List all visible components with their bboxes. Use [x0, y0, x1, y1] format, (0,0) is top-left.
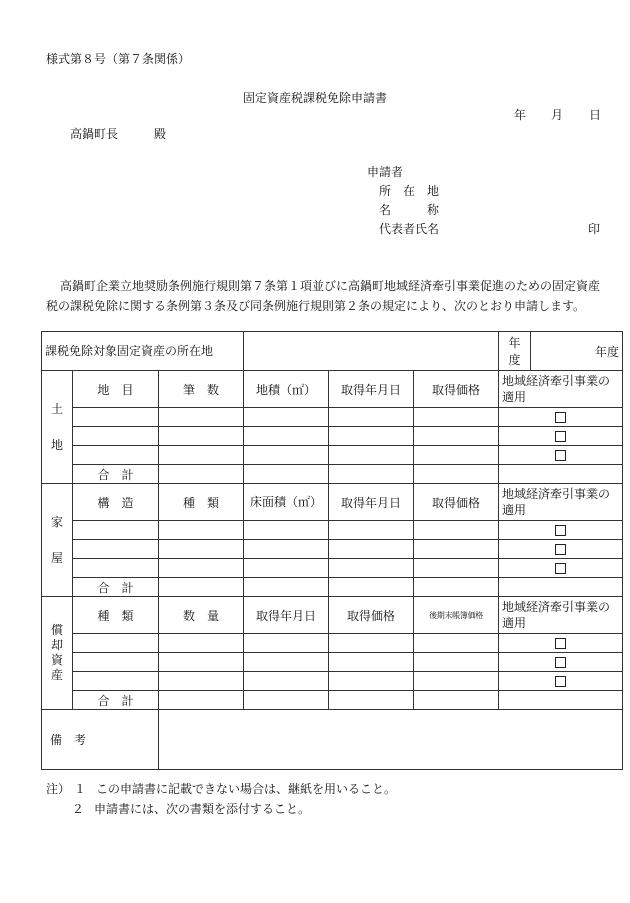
cell[interactable]	[329, 465, 414, 484]
regional-checkbox[interactable]	[499, 408, 623, 427]
cell[interactable]	[329, 634, 414, 653]
cell[interactable]	[73, 634, 159, 653]
regional-checkbox[interactable]	[499, 672, 623, 691]
cell[interactable]	[414, 427, 499, 446]
house-col-regional: 地域経済牽引事業の適用	[499, 484, 623, 521]
regional-checkbox[interactable]	[499, 653, 623, 672]
cell[interactable]	[244, 578, 329, 597]
cell[interactable]	[159, 672, 244, 691]
cell[interactable]	[159, 578, 244, 597]
note-number: ２	[72, 802, 85, 816]
cell[interactable]	[414, 691, 499, 710]
note-number: １	[74, 782, 87, 796]
dep-col-book-value: 後期末帳簿価格	[414, 597, 499, 634]
cell[interactable]	[244, 559, 329, 578]
dep-col-regional: 地域経済牽引事業の適用	[499, 597, 623, 634]
land-row	[42, 408, 623, 427]
notes-prefix: 注）	[46, 782, 71, 796]
land-col-category: 地 目	[73, 371, 159, 408]
application-statement: 高鍋町企業立地奨励条例施行規則第７条第１項並びに高鍋町地域経済牽引事業促進のための固定資産税の課税免除に関する条例第３条及び同条例施行規則第２条の規定により、次のとおり申請します。	[46, 279, 601, 313]
land-total-label: 合 計	[73, 465, 159, 484]
regional-checkbox[interactable]	[499, 427, 623, 446]
land-header-row	[42, 371, 623, 408]
cell[interactable]	[244, 691, 329, 710]
house-col-type: 種 類	[159, 484, 244, 521]
house-total-row	[42, 578, 623, 597]
note-1	[46, 780, 396, 797]
house-row	[42, 540, 623, 559]
land-col-area: 地積（㎡）	[244, 371, 329, 408]
cell[interactable]	[159, 691, 244, 710]
checkbox-icon[interactable]	[555, 676, 566, 687]
remarks-row	[42, 710, 623, 770]
land-col-acq-date: 取得年月日	[329, 371, 414, 408]
land-row	[42, 427, 623, 446]
land-col-parcels: 筆 数	[159, 371, 244, 408]
cell[interactable]	[244, 634, 329, 653]
cell[interactable]	[329, 540, 414, 559]
cell[interactable]	[244, 653, 329, 672]
date-year-label: 年	[514, 108, 527, 122]
checkbox-icon[interactable]	[555, 450, 566, 461]
land-row	[42, 446, 623, 465]
cell[interactable]	[244, 672, 329, 691]
cell[interactable]	[414, 446, 499, 465]
cell[interactable]	[414, 578, 499, 597]
cell[interactable]	[159, 540, 244, 559]
location-label: 課税免除対象固定資産の所在地	[42, 332, 244, 371]
land-total-row	[42, 465, 623, 484]
cell[interactable]	[73, 540, 159, 559]
cell[interactable]	[159, 653, 244, 672]
seal-mark: 印	[588, 222, 601, 236]
remarks-input[interactable]	[159, 710, 623, 770]
regional-checkbox[interactable]	[499, 540, 623, 559]
regional-checkbox[interactable]	[499, 559, 623, 578]
cell[interactable]	[329, 521, 414, 540]
house-col-structure: 構 造	[73, 484, 159, 521]
checkbox-icon[interactable]	[555, 638, 566, 649]
cell[interactable]	[414, 653, 499, 672]
cell[interactable]	[244, 521, 329, 540]
cell[interactable]	[329, 408, 414, 427]
checkbox-icon[interactable]	[555, 525, 566, 536]
cell[interactable]	[244, 408, 329, 427]
date-month-label: 月	[551, 108, 564, 122]
dep-row	[42, 634, 623, 653]
applicant-heading: 申請者	[367, 165, 404, 179]
cell[interactable]	[73, 446, 159, 465]
fiscal-year-input[interactable]: 年度	[531, 332, 623, 371]
date-day-label: 日	[589, 108, 602, 122]
depreciable-section-label: 償 却 資 産	[42, 597, 73, 710]
cell[interactable]	[159, 465, 244, 484]
cell[interactable]	[414, 559, 499, 578]
form-number: 様式第８号（第７条関係）	[46, 52, 191, 66]
dep-col-type: 種 類	[73, 597, 159, 634]
regional-checkbox[interactable]	[499, 446, 623, 465]
remarks-label: 備 考	[42, 710, 159, 770]
cell[interactable]	[159, 408, 244, 427]
house-section-label: 家 屋	[42, 484, 73, 597]
checkbox-icon[interactable]	[555, 544, 566, 555]
cell[interactable]	[244, 465, 329, 484]
dep-col-acq-price: 取得価格	[329, 597, 414, 634]
dep-row	[42, 672, 623, 691]
dep-total-label: 合 計	[73, 691, 159, 710]
house-col-acq-date: 取得年月日	[329, 484, 414, 521]
cell[interactable]	[73, 672, 159, 691]
addressee	[70, 125, 166, 142]
form-title: 固定資産税課税免除申請書	[242, 91, 387, 105]
cell[interactable]	[414, 634, 499, 653]
cell[interactable]	[159, 559, 244, 578]
cell[interactable]	[414, 672, 499, 691]
cell[interactable]	[73, 408, 159, 427]
cell[interactable]	[414, 540, 499, 559]
cell[interactable]	[159, 446, 244, 465]
house-col-floor-area: 床面積（㎡）	[244, 484, 329, 521]
cell[interactable]	[414, 465, 499, 484]
cell[interactable]	[329, 653, 414, 672]
cell[interactable]	[73, 653, 159, 672]
dep-col-quantity: 数 量	[159, 597, 244, 634]
fiscal-year-label: 年 度	[499, 332, 531, 371]
cell[interactable]	[73, 521, 159, 540]
cell[interactable]	[329, 446, 414, 465]
regional-checkbox[interactable]	[499, 521, 623, 540]
note-text: 申請書には、次の書類を添付すること。	[94, 802, 311, 816]
cell[interactable]	[414, 408, 499, 427]
applicant-location-label: 所 在 地	[379, 184, 440, 198]
house-row	[42, 521, 623, 540]
dep-total-row	[42, 691, 623, 710]
cell[interactable]	[329, 559, 414, 578]
cell[interactable]	[244, 540, 329, 559]
dep-col-acq-date: 取得年月日	[244, 597, 329, 634]
asset-table	[41, 331, 623, 770]
land-section-label: 土 地	[42, 371, 73, 484]
note-2	[72, 800, 310, 817]
cell[interactable]	[159, 634, 244, 653]
note-text: この申請書に記載できない場合は、継紙を用いること。	[96, 782, 397, 796]
cell[interactable]	[73, 427, 159, 446]
cell[interactable]	[244, 427, 329, 446]
checkbox-icon[interactable]	[555, 412, 566, 423]
depreciable-header-row	[42, 597, 623, 634]
cell[interactable]	[244, 446, 329, 465]
applicant-name-label: 名 称	[379, 203, 440, 217]
land-col-acq-price: 取得価格	[414, 371, 499, 408]
cell[interactable]	[329, 427, 414, 446]
house-header-row	[42, 484, 623, 521]
applicant-representative-label: 代表者氏名	[379, 222, 440, 236]
cell[interactable]	[159, 521, 244, 540]
cell[interactable]	[329, 672, 414, 691]
checkbox-icon[interactable]	[555, 563, 566, 574]
regional-checkbox[interactable]	[499, 634, 623, 653]
cell[interactable]	[499, 465, 623, 484]
dep-row	[42, 653, 623, 672]
cell[interactable]	[73, 559, 159, 578]
house-col-acq-price: 取得価格	[414, 484, 499, 521]
cell[interactable]	[159, 427, 244, 446]
location-input[interactable]	[244, 332, 499, 371]
addressee-suffix: 殿	[154, 127, 167, 141]
addressee-name: 高鍋町長	[70, 127, 119, 141]
cell[interactable]	[499, 691, 623, 710]
cell[interactable]	[329, 578, 414, 597]
cell[interactable]	[499, 578, 623, 597]
checkbox-icon[interactable]	[555, 431, 566, 442]
land-col-regional: 地域経済牽引事業の適用	[499, 371, 623, 408]
cell[interactable]	[414, 521, 499, 540]
house-total-label: 合 計	[73, 578, 159, 597]
house-row	[42, 559, 623, 578]
checkbox-icon[interactable]	[555, 657, 566, 668]
cell[interactable]	[329, 691, 414, 710]
location-row	[42, 332, 623, 371]
